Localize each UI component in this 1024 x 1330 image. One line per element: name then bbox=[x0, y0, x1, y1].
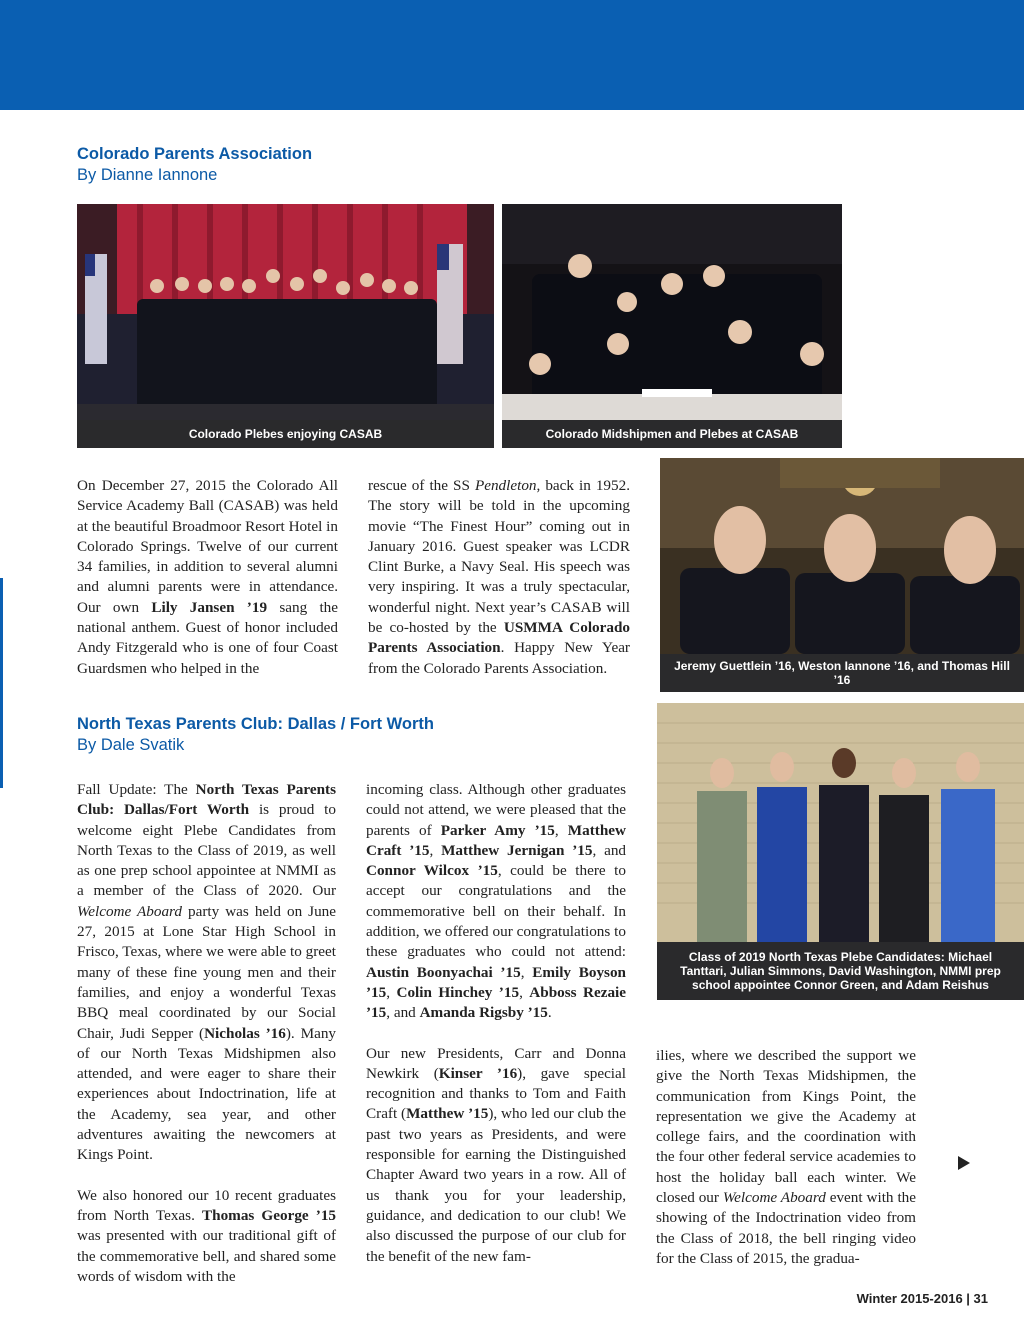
photo-three-midshipmen bbox=[660, 458, 1024, 654]
photo-plebe-candidates bbox=[657, 703, 1024, 942]
article-column-1: On December 27, 2015 the Colorado All Service Academy Ball (CASAB) was held at the beautiful Broadmoor Resort Hotel in Colorado Springs. Twelve of our current 34 families, in addition to several alumni and alumni parents were in attendance. Our own Lily Jansen ’19 sang the national anthem. Guest of honor included Andy Fitzgerald who is one of four Coast Guardsmen who helped in the bbox=[77, 477, 338, 677]
photo-caption: Colorado Midshipmen and Plebes at CASAB bbox=[502, 420, 842, 448]
header-band bbox=[0, 0, 1024, 110]
section-title: Colorado Parents Association bbox=[77, 145, 313, 163]
page-edge-marker bbox=[0, 578, 3, 788]
photo-colorado-midshipmen bbox=[502, 204, 842, 420]
continue-arrow-icon bbox=[958, 1156, 970, 1170]
photo-caption: Jeremy Guettlein ’16, Weston Iannone ’16, and Thomas Hill ’16 bbox=[660, 654, 1024, 692]
page-footer: Winter 2015-2016 | 31 bbox=[856, 1291, 988, 1306]
article-column-1: Fall Update: The North Texas Parents Club: Dallas/Fort Worth is proud to welcome eight Plebe Candidates from North Texas to the Class of 2019, as well as one prep school appointee at NMMI as a member of the Class of 2020. Our Welcome Aboard party was held on June 27, 2015 at Lone Star High School in Frisco, Texas, where we were able to greet many of these fine young men and their families, and enjoy a wonderful Texas BBQ meal coordinated by our Social Chair, Judi Sepper (Nicholas ’16). Many of our North Texas Midshipmen also attended, and were eager to share their experiences about Indoctrination, life at the Academy, sea year, and other adventures awaiting the newcomers at Kings Point. We also honored our 10 recent graduates from North Texas. Thomas George ’15 was presented with our traditional gift of the commemorative bell, and shared some words of wisdom with the bbox=[77, 781, 337, 1285]
article-column-2: incoming class. Although other graduates could not attend, we were pleased that the parents of Parker Amy ’15, Matthew Craft ’15, Matthew Jernigan ’15, and Connor Wilcox ’15, could be there to accept our congratulations and the commemorative bell on their behalf. In addition, we offered our congratulations to these graduates who could not attend: Austin Boonyachai ’15, Emily Boyson ’15, Colin Hinchey ’15, Abboss Rezaie ’15, and Amanda Rigsby ’15. Our new Presidents, Carr and Donna Newkirk (Kinser ’16), gave special recognition and thanks to Tom and Faith Craft (Matthew ’15), who led our club the past two years as Presidents, and were responsible for earning the Distinguished Chapter Award two years in a row. All of us thank you for your leadership, guidance, and dedication to our club! We also discussed the purpose of our club for the benefit of the new fam- bbox=[366, 781, 627, 1265]
section-heading-colorado bbox=[77, 144, 312, 186]
section-title: North Texas Parents Club: Dallas / Fort Worth bbox=[77, 715, 434, 733]
photo-caption: Colorado Plebes enjoying CASAB bbox=[77, 420, 494, 448]
photo-colorado-plebes bbox=[77, 204, 494, 420]
photo-caption: Class of 2019 North Texas Plebe Candidates: Michael Tanttari, Julian Simmons, David Washington, NMMI prep school appointee Connor Green, and Adam Reishus bbox=[657, 942, 1024, 1000]
article-column-2: rescue of the SS Pendleton, back in 1952. The story will be told in the upcoming movie “The Finest Hour” coming out in January 2016. Guest speaker was LCDR Clint Burke, a Navy Seal. His speech was very inspiring. It was a truly spectacular, wonderful night. Next year’s CASAB will be co-hosted by the USMMA Colorado Parents Association. Happy New Year from the Colorado Parents Association. bbox=[368, 477, 631, 677]
section-heading-north-texas bbox=[77, 714, 434, 756]
article-column-3: ilies, where we described the support we give the North Texas Midshipmen, the communication from Kings Point, the representation we give the Academy at college fairs, and the coordination with the four other federal service academies to host the holiday ball each winter. We closed our Welcome Aboard event with the showing of the Indoctrination video from the Class of 2018, the bell ringing video for the Class of 2015, the gradua- bbox=[656, 1047, 916, 1267]
section-author: By Dianne Iannone bbox=[77, 166, 218, 184]
section-author: By Dale Svatik bbox=[77, 736, 185, 754]
